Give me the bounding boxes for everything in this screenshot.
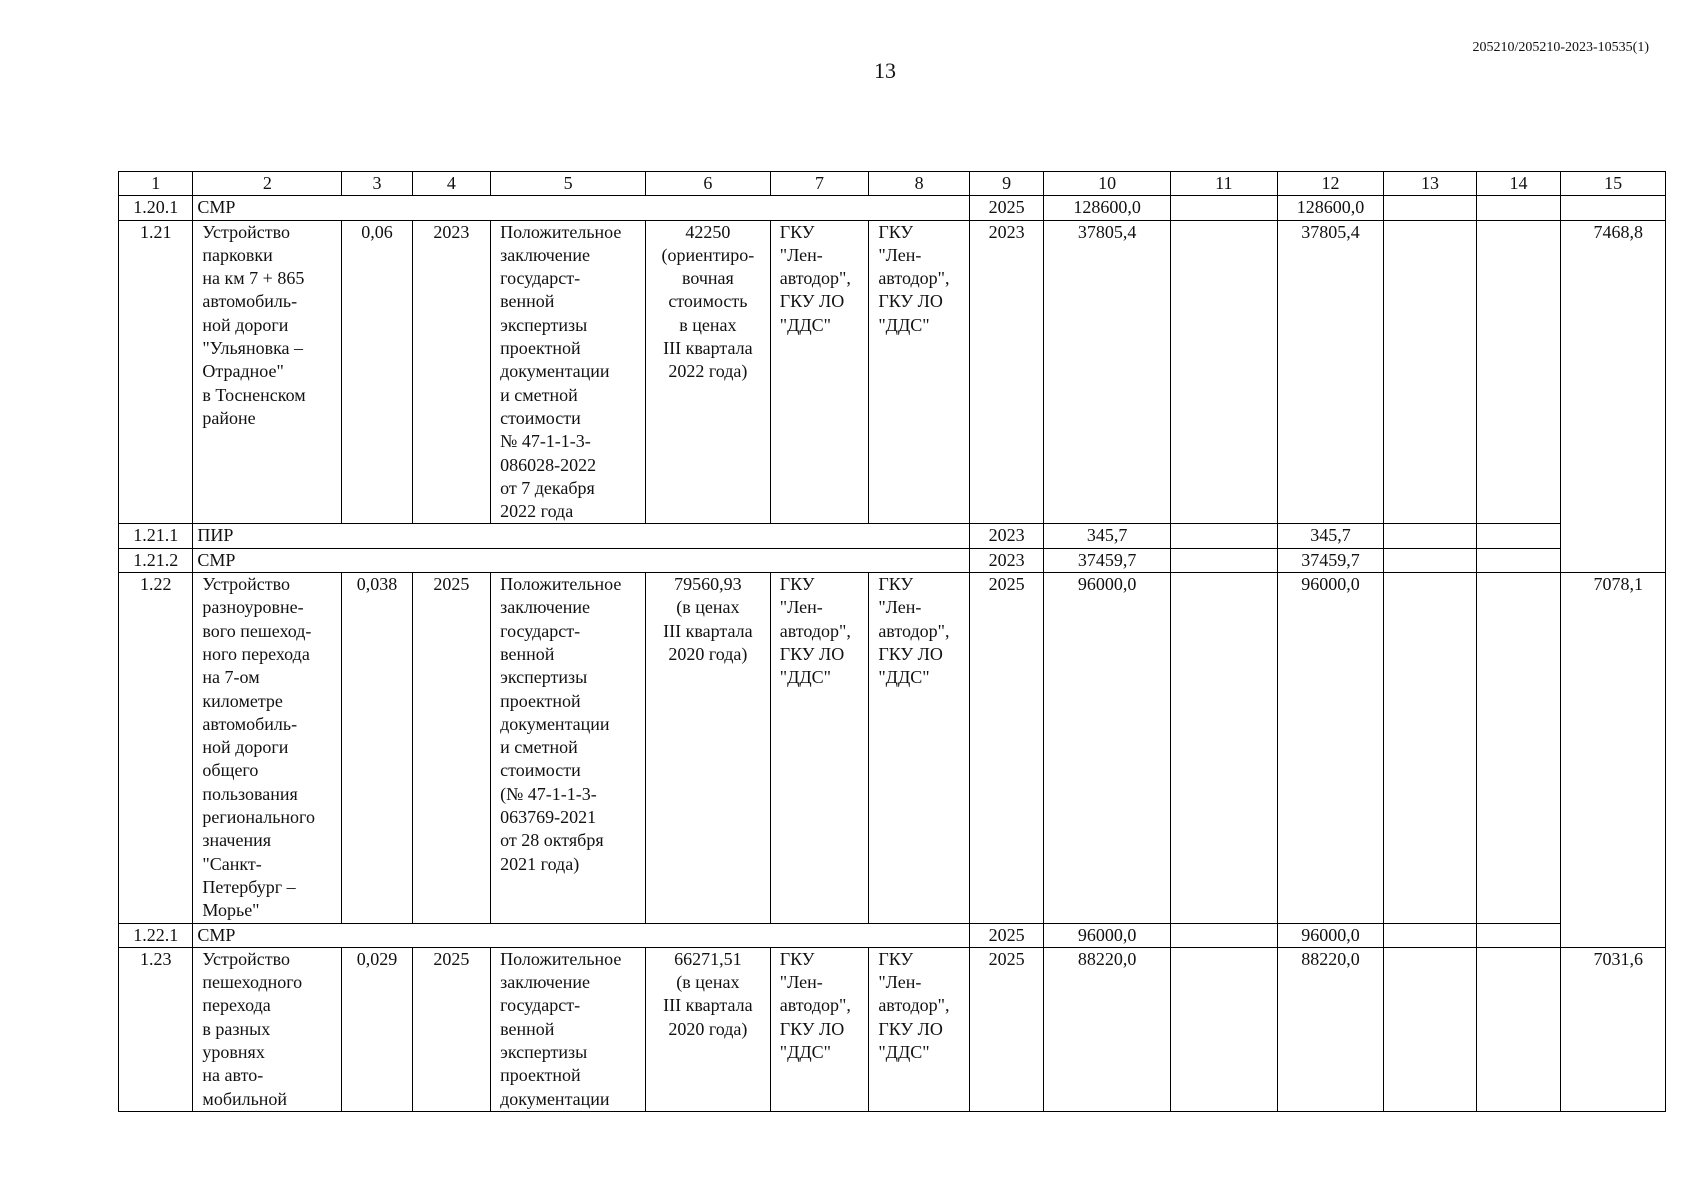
column-header: 6 bbox=[646, 172, 771, 196]
completion-year: 2025 bbox=[412, 947, 490, 1111]
row-cell bbox=[1476, 548, 1560, 572]
row-cell bbox=[1384, 573, 1477, 923]
row-year: 2025 bbox=[969, 196, 1043, 220]
page-number: 13 bbox=[874, 58, 896, 83]
column-header: 13 bbox=[1384, 172, 1477, 196]
row-cell bbox=[1561, 923, 1666, 947]
estimated-cost: 66271,51 (в ценах III квартала 2020 года) bbox=[646, 947, 771, 1111]
row-cell bbox=[1171, 947, 1278, 1111]
capacity-value: 0,06 bbox=[342, 220, 412, 524]
row-cell bbox=[1384, 196, 1477, 220]
row-regional-budget: 96000,0 bbox=[1277, 573, 1384, 923]
expertise-conclusion: Положительное заключение государст- венной экспертизы проектной документации и сметной стоимости № 47-1-1-3- 086028-2022 от 7 декабря 2022 года bbox=[491, 220, 646, 524]
row-regional-budget: 37459,7 bbox=[1277, 548, 1384, 572]
row-total: 37805,4 bbox=[1044, 220, 1171, 524]
row-year: 2025 bbox=[969, 947, 1043, 1111]
row-number: 1.23 bbox=[119, 947, 193, 1111]
estimated-cost: 79560,93 (в ценах III квартала 2020 года) bbox=[646, 573, 771, 923]
row-cell bbox=[1171, 573, 1278, 923]
column-header: 3 bbox=[342, 172, 412, 196]
table-row bbox=[119, 923, 1666, 947]
object-name: Устройство разноуровне- вого пешеход- ного перехода на 7-ом километре автомобиль- ной дороги общего пользования регионального значения "Санкт- Петербург – Морье" bbox=[193, 573, 342, 923]
expertise-conclusion: Положительное заключение государст- венной экспертизы проектной документации и сметной стоимости (№ 47-1-1-3- 063769-2021 от 28 октября 2021 года) bbox=[491, 573, 646, 923]
row-cell bbox=[1171, 196, 1278, 220]
column-header: 11 bbox=[1171, 172, 1278, 196]
column-header: 15 bbox=[1561, 172, 1666, 196]
row-value-15: 7078,1 bbox=[1561, 573, 1666, 923]
row-label: СМР bbox=[193, 548, 969, 572]
row-number: 1.21.1 bbox=[119, 524, 193, 548]
row-number: 1.22.1 bbox=[119, 923, 193, 947]
developer-org: ГКУ "Лен- автодор", ГКУ ЛО "ДДС" bbox=[869, 573, 970, 923]
row-cell bbox=[1476, 923, 1560, 947]
row-value-15: 7468,8 bbox=[1561, 220, 1666, 524]
column-header: 8 bbox=[869, 172, 970, 196]
column-header: 1 bbox=[119, 172, 193, 196]
row-cell bbox=[1561, 196, 1666, 220]
object-name: Устройство парковки на км 7 + 865 автомобиль- ной дороги "Ульяновка – Отрадное" в Тосненском районе bbox=[193, 220, 342, 524]
row-cell bbox=[1561, 548, 1666, 572]
row-cell bbox=[1384, 548, 1477, 572]
table-row bbox=[119, 524, 1666, 548]
row-label: СМР bbox=[193, 196, 969, 220]
capacity-value: 0,038 bbox=[342, 573, 412, 923]
column-header: 5 bbox=[491, 172, 646, 196]
row-cell bbox=[1476, 220, 1560, 524]
table-row bbox=[119, 220, 1666, 524]
column-header: 2 bbox=[193, 172, 342, 196]
customer-org: ГКУ "Лен- автодор", ГКУ ЛО "ДДС" bbox=[770, 947, 869, 1111]
row-cell bbox=[1384, 947, 1477, 1111]
row-number: 1.21 bbox=[119, 220, 193, 524]
row-cell bbox=[1476, 524, 1560, 548]
row-year: 2023 bbox=[969, 524, 1043, 548]
row-year: 2023 bbox=[969, 220, 1043, 524]
estimated-cost: 42250 (ориентиро- вочная стоимость в ценах III квартала 2022 года) bbox=[646, 220, 771, 524]
row-cell bbox=[1476, 196, 1560, 220]
row-regional-budget: 37805,4 bbox=[1277, 220, 1384, 524]
row-regional-budget: 96000,0 bbox=[1277, 923, 1384, 947]
column-header: 12 bbox=[1277, 172, 1384, 196]
row-cell bbox=[1476, 573, 1560, 923]
column-header: 7 bbox=[770, 172, 869, 196]
row-number: 1.20.1 bbox=[119, 196, 193, 220]
column-header: 4 bbox=[412, 172, 490, 196]
column-header: 14 bbox=[1476, 172, 1560, 196]
program-table bbox=[118, 171, 1666, 1112]
column-header: 10 bbox=[1044, 172, 1171, 196]
row-total: 128600,0 bbox=[1044, 196, 1171, 220]
row-total: 345,7 bbox=[1044, 524, 1171, 548]
object-name: Устройство пешеходного перехода в разных уровнях на авто- мобильной bbox=[193, 947, 342, 1111]
column-header: 9 bbox=[969, 172, 1043, 196]
row-label: ПИР bbox=[193, 524, 969, 548]
capacity-value: 0,029 bbox=[342, 947, 412, 1111]
developer-org: ГКУ "Лен- автодор", ГКУ ЛО "ДДС" bbox=[869, 947, 970, 1111]
customer-org: ГКУ "Лен- автодор", ГКУ ЛО "ДДС" bbox=[770, 220, 869, 524]
customer-org: ГКУ "Лен- автодор", ГКУ ЛО "ДДС" bbox=[770, 573, 869, 923]
expertise-conclusion: Положительное заключение государст- венной экспертизы проектной документации bbox=[491, 947, 646, 1111]
document-id: 205210/205210-2023-10535(1) bbox=[1472, 40, 1649, 55]
table-row bbox=[119, 196, 1666, 220]
table-row bbox=[119, 947, 1666, 1111]
row-value-15: 7031,6 bbox=[1561, 947, 1666, 1111]
row-regional-budget: 345,7 bbox=[1277, 524, 1384, 548]
row-total: 88220,0 bbox=[1044, 947, 1171, 1111]
row-number: 1.22 bbox=[119, 573, 193, 923]
row-regional-budget: 128600,0 bbox=[1277, 196, 1384, 220]
row-cell bbox=[1384, 220, 1477, 524]
row-cell bbox=[1171, 524, 1278, 548]
developer-org: ГКУ "Лен- автодор", ГКУ ЛО "ДДС" bbox=[869, 220, 970, 524]
row-year: 2023 bbox=[969, 548, 1043, 572]
row-cell bbox=[1561, 524, 1666, 548]
row-total: 37459,7 bbox=[1044, 548, 1171, 572]
row-cell bbox=[1171, 220, 1278, 524]
row-regional-budget: 88220,0 bbox=[1277, 947, 1384, 1111]
table-row bbox=[119, 548, 1666, 572]
row-cell bbox=[1171, 548, 1278, 572]
row-cell bbox=[1384, 923, 1477, 947]
row-cell bbox=[1384, 524, 1477, 548]
row-cell bbox=[1171, 923, 1278, 947]
row-total: 96000,0 bbox=[1044, 573, 1171, 923]
completion-year: 2023 bbox=[412, 220, 490, 524]
row-year: 2025 bbox=[969, 573, 1043, 923]
row-cell bbox=[1476, 947, 1560, 1111]
row-total: 96000,0 bbox=[1044, 923, 1171, 947]
header-row bbox=[119, 172, 1666, 196]
row-label: СМР bbox=[193, 923, 969, 947]
table-row bbox=[119, 573, 1666, 923]
completion-year: 2025 bbox=[412, 573, 490, 923]
row-year: 2025 bbox=[969, 923, 1043, 947]
row-number: 1.21.2 bbox=[119, 548, 193, 572]
